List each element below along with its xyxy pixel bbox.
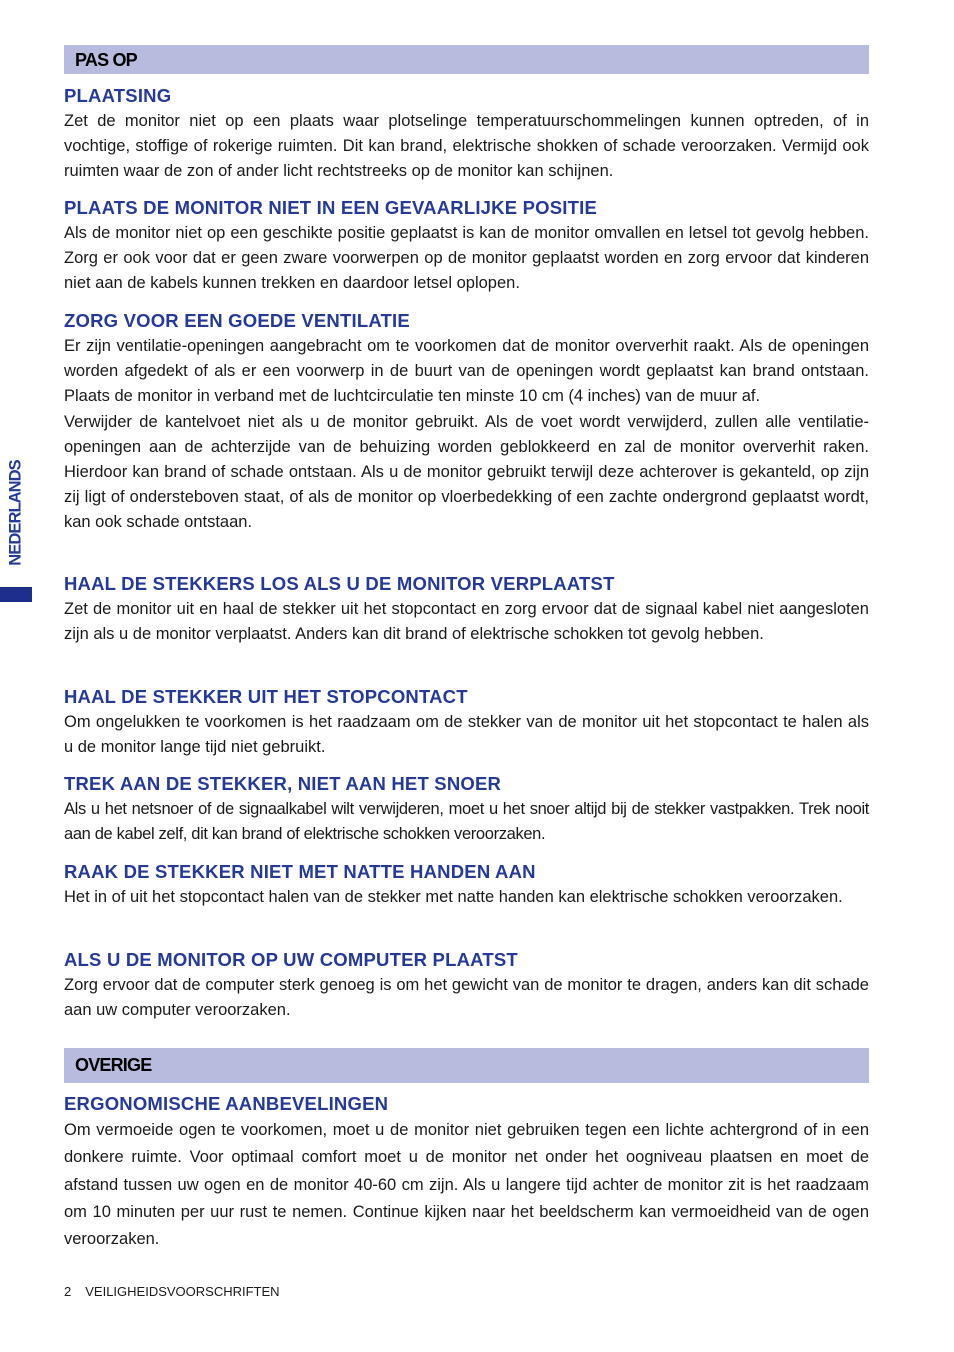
section-paragraph: Als u het netsnoer of de signaalkabel wilt verwijderen, moet u het snoer altijd bij de stekker vastpakken. Trek nooit aan de kabel zelf, dit kan brand of elektrische schokken veroorzaken. [64,800,869,843]
section-ventilatie [64,309,869,535]
section-paragraph: Zorg ervoor dat de computer sterk genoeg is om het gewicht van de monitor te dragen, anders kan dit schade aan uw computer veroorzaken. [64,976,869,1019]
section-heading: TREK AAN DE STEKKER, NIET AAN HET SNOER [64,773,502,794]
section-heading: ZORG VOOR EEN GOEDE VENTILATIE [64,310,410,331]
section-paragraph: Verwijder de kantelvoet niet als u de monitor gebruikt. Als de voet wordt verwijderd, zullen alle ventilatie-openingen aan de achterzijde van de behuizing worden geblokkeerd en zal de monitor oververhit raken. Hierdoor kan brand of schade ontstaan. Als u de monitor gebruikt terwijl deze achterover is gekanteld, op zijn zij ligt of ondersteboven staat, of als de monitor op vloerbedekking of een zachte ondergrond geplaatst wordt, kan ook schade ontstaan. [64,413,869,531]
page-footer [64,1284,280,1299]
language-tab-marker [0,587,32,602]
section-paragraph: Om ongelukken te voorkomen is het raadzaam om de stekker van de monitor uit het stopcontact te halen als u de monitor lange tijd niet gebruikt. [64,713,869,756]
section-trek-stekker [64,772,869,847]
banner-overige: OVERIGE [64,1048,869,1083]
section-heading: HAAL DE STEKKERS LOS ALS U DE MONITOR VERPLAATST [64,573,615,594]
section-computer-plaatst [64,948,869,1023]
section-heading: ERGONOMISCHE AANBEVELINGEN [64,1093,389,1114]
section-plaatsing [64,84,869,184]
section-heading: HAAL DE STEKKER UIT HET STOPCONTACT [64,686,468,707]
section-paragraph: Er zijn ventilatie-openingen aangebracht om te voorkomen dat de monitor oververhit raakt. Als de openingen worden afgedekt of als er een voorwerp in de buurt van de openingen wordt geplaatst kan brand ontstaan. Plaats de monitor in verband met de luchtcirculatie ten minste 10 cm (4 inches) van de muur af. [64,337,869,405]
banner-pas-op: PAS OP [64,45,869,74]
section-gevaarlijke-positie [64,196,869,296]
section-paragraph: Zet de monitor niet op een plaats waar plotselinge temperatuurschommelingen kunnen optreden, of in vochtige, stoffige of rokerige ruimten. Dit kan brand, elektrische shokken of schade veroorzaken. Vermijd ook ruimten waar de zon of ander licht rechtstreeks op de monitor kan schijnen. [64,112,869,180]
section-heading: PLAATS DE MONITOR NIET IN EEN GEVAARLIJKE POSITIE [64,197,597,218]
section-stopcontact [64,685,869,760]
section-heading: PLAATSING [64,85,172,106]
footer-title: VEILIGHEIDSVOORSCHRIFTEN [85,1284,280,1299]
section-heading: ALS U DE MONITOR OP UW COMPUTER PLAATST [64,949,518,970]
page-number: 2 [64,1284,72,1299]
section-paragraph: Het in of uit het stopcontact halen van de stekker met natte handen kan elektrische schokken veroorzaken. [64,888,843,906]
language-tab-label: NEDERLANDS [6,460,25,566]
section-paragraph: Als de monitor niet op een geschikte positie geplaatst is kan de monitor omvallen en letsel tot gevolg hebben. Zorg er ook voor dat er geen zware voorwerpen op de monitor geplaatst worden en zorg ervoor dat kinderen niet aan de kabels kunnen trekken en daardoor letsel oplopen. [64,224,869,292]
section-stekkers-los [64,572,869,647]
section-paragraph: Zet de monitor uit en haal de stekker uit het stopcontact en zorg ervoor dat de signaal kabel niet aangesloten zijn als u de monitor verplaatst. Anders kan dit brand of elektrische schokken tot gevolg hebben. [64,600,869,643]
section-heading: RAAK DE STEKKER NIET MET NATTE HANDEN AAN [64,861,536,882]
section-natte-handen [64,860,869,910]
section-paragraph: Om vermoeide ogen te voorkomen, moet u de monitor niet gebruiken tegen een lichte achtergrond of in een donkere ruimte. Voor optimaal comfort moet u de monitor net onder het oogniveau plaatsen en moet de afstand tussen uw ogen en de monitor 40-60 cm zijn. Als u langere tijd achter de monitor zit is het raadzaam om 10 minuten per uur rust te nemen. Continue kijken naar het beeldscherm kan vermoeidheid van de ogen veroorzaken. [64,1121,869,1249]
section-ergonomie [64,1092,869,1253]
